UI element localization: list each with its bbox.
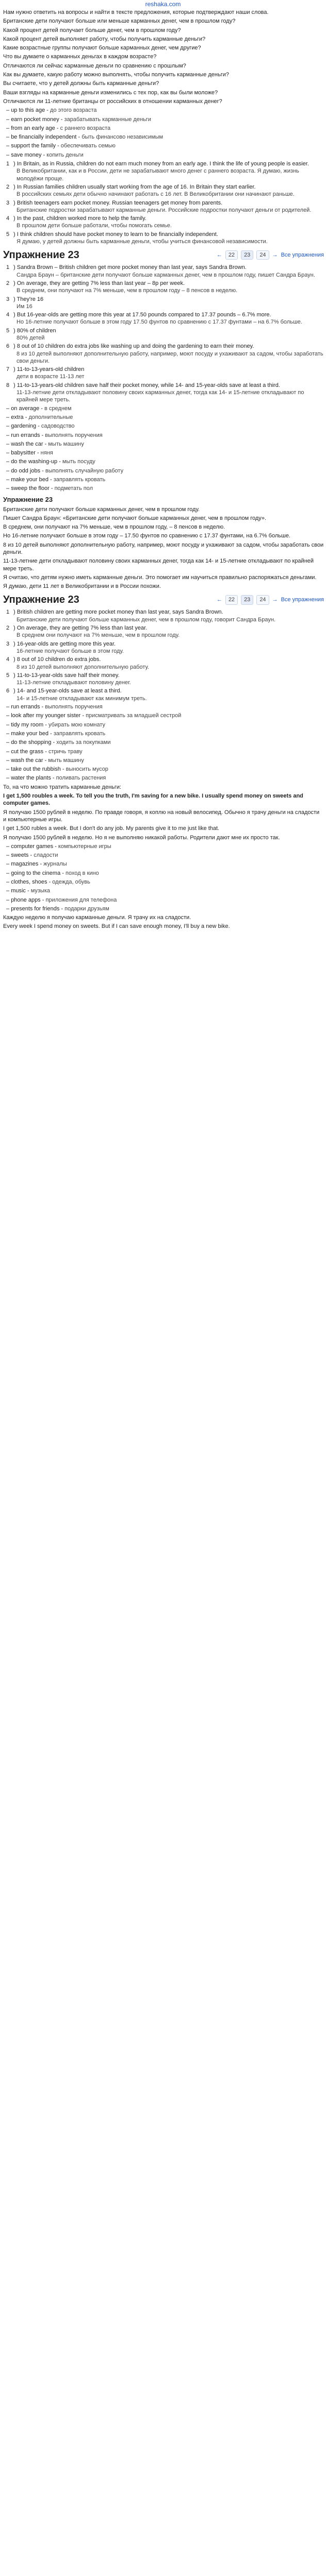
vocab-item: – support the family - обеспечивать семью bbox=[6, 143, 116, 149]
spend-item: – computer games - компьютерные игры bbox=[6, 843, 111, 850]
intro-q11: Отличаются ли 11-летние британцы от российских в отношении карманных денег? bbox=[3, 98, 222, 105]
intro-q7: Отличаются ли сейчас карманные деньги по сравнению с прошлым? bbox=[3, 62, 186, 69]
vocab-item: – make your bed - заправлять кровать bbox=[6, 730, 106, 737]
answer-item: 3 ) They're 16 Им 16 bbox=[6, 296, 44, 310]
vocab-item: – look after my younger sister - присматривать за младшей сестрой bbox=[6, 713, 182, 719]
intro-q1: Нам нужно ответить на вопросы и найти в тексте предложения, которые подтверждают наши слова. bbox=[3, 9, 269, 15]
summary-p8: Я думаю, дети 11 лет в Великобритании и в России похожи. bbox=[3, 583, 161, 590]
vocab-list-3 bbox=[3, 703, 324, 782]
final-p2: Every week I spend money on sweets. But if I can save enough money, I'll buy a new bike. bbox=[3, 923, 230, 930]
next-arrow-icon[interactable]: → bbox=[272, 597, 278, 603]
intro-q8: Как вы думаете, какую работу можно выполнять, чтобы получить карманные деньги? bbox=[3, 72, 229, 78]
page-link[interactable]: 22 bbox=[225, 250, 238, 260]
spend-item: – sweets - сладости bbox=[6, 852, 58, 859]
vocab-list-1 bbox=[3, 107, 324, 159]
spend-item: – phone apps - приложения для телефона bbox=[6, 896, 117, 903]
vocab-item: – wash the car - мыть машину bbox=[6, 757, 84, 764]
vocab-item: – wash the car - мыть машину bbox=[6, 440, 84, 447]
summary-p4: Но 16-летние получают больше в этом году – 17.50 фунтов по сравнению с 17.37 фунтами, на 6.7% больше. bbox=[3, 533, 290, 539]
summary-p6: 11-13-летние дети откладывают половину своих карманных денег, тогда как 14- и 15-летние откладывают по крайней мере треть. bbox=[3, 558, 314, 572]
exercise-title: Упражнение 23 bbox=[3, 594, 79, 606]
summary-p5: 8 из 10 детей выполняют дополнительную работу, например, моют посуду и ухаживают за садом, чтобы заработать свои деньги. bbox=[3, 541, 324, 555]
page-link-current[interactable]: 23 bbox=[241, 250, 253, 260]
all-exercises-link[interactable]: Все упражнения bbox=[281, 252, 324, 259]
intro-q3: Какой процент детей получает больше денег, чем в прошлом году? bbox=[3, 27, 181, 33]
summary-title: Упражнение 23 bbox=[3, 495, 53, 503]
vocab-item: – make your bed - заправлять кровать bbox=[6, 477, 106, 483]
site-header[interactable]: reshaka.com bbox=[145, 1, 181, 8]
all-exercises-link[interactable]: Все упражнения bbox=[281, 597, 324, 603]
vocab-item: – do odd jobs - выполнять случайную работу bbox=[6, 467, 124, 474]
answer-item: 6 ) 8 out of 10 children do extra jobs like washing up and doing the gardening to earn their money. 8 из 10 детей выполняют дополнительную работу, например, моют посуду и ухаживают за садом, чтобы заработать свои деньги. bbox=[6, 343, 323, 364]
closing-p4: I get 1,500 rubles a week. But I don't do any job. My parents give it to me just like that. bbox=[3, 825, 220, 832]
page-link[interactable]: 24 bbox=[256, 595, 269, 604]
vocab-item: – do the shopping - ходить за покупками bbox=[6, 739, 111, 746]
intro-q9: Вы считаете, что у детей должны быть карманные деньги? bbox=[3, 80, 159, 87]
answer-item: 1 ) In Britain, as in Russia, children do not earn much money from an early age. I think the life of young people is easier. В Великобритании, как и в России, дети не зарабатывают много денег с раннего возраста. Я думаю, жизнь молодёжи проще. bbox=[6, 161, 309, 182]
answer-item: 6 ) 14- and 15-year-olds save at least a third. 14- и 15-летние откладывают как минимум треть. bbox=[6, 688, 147, 702]
answer-item: 2 ) On average, they are getting 7% less than last year. В среднем они получают на 7% меньше, чем в прошлом году. bbox=[6, 625, 180, 639]
page-link-current[interactable]: 23 bbox=[241, 595, 253, 604]
exercise-pager bbox=[217, 250, 324, 260]
ex23-list-b bbox=[3, 608, 324, 702]
intro-q10: Ваши взгляды на карманные деньги изменились с тех пор, как вы были моложе? bbox=[3, 89, 218, 96]
vocab-item: – run errands - выполнять поручения bbox=[6, 432, 103, 438]
spend-list bbox=[3, 843, 324, 912]
answer-item: 5 ) I think children should have pocket money to learn to be financially independent. Я думаю, у детей должны быть карманные деньги, чтобы учиться финансовой независимости. bbox=[6, 231, 268, 245]
answer-item: 5 ) 80% of children 80% детей bbox=[6, 327, 56, 341]
vocab-item: – tidy my room - убирать мою комнату bbox=[6, 721, 106, 728]
intro-q6: Что вы думаете о карманных деньгах в каждом возрасте? bbox=[3, 54, 157, 60]
next-arrow-icon[interactable]: → bbox=[272, 252, 278, 259]
spend-item: – presents for friends - подарки друзьям bbox=[6, 905, 109, 912]
spend-item: – music - музыка bbox=[6, 888, 51, 894]
answer-item: 2 ) In Russian families children usually start working from the age of 16. In Britain they start earlier. В российских семьях дети обычно начинают работать с 16 лет. В Великобритании они начинают раньше. bbox=[6, 183, 295, 198]
vocab-item: – up to this age - до этого возраста bbox=[6, 107, 97, 114]
content bbox=[0, 8, 326, 930]
exercise-title: Упражнение 23 bbox=[3, 249, 79, 261]
vocab-item: – cut the grass - стричь траву bbox=[6, 748, 83, 755]
summary-p7: Я считаю, что детям нужно иметь карманные деньги. Это помогает им научиться правильно распоряжаться деньгами. bbox=[3, 574, 317, 581]
final-p1: Каждую неделю я получаю карманные деньги. Я трачу их на сладости. bbox=[3, 914, 191, 921]
page-link[interactable]: 24 bbox=[256, 250, 269, 260]
answer-item: 4 ) But 16-year-olds are getting more this year at 17.50 pounds compared to 17.37 pounds – 6.7% more. Но 16-летние получают больше в этом году 17.50 фунтов по сравнению с 17.37 фунтами – на 6.7% больше. bbox=[6, 312, 302, 326]
summary-p2: Пишет Сандра Браун: «Британские дети получают больше карманных денег, чем в прошлом году». bbox=[3, 515, 267, 521]
prev-arrow-icon[interactable]: ← bbox=[216, 597, 222, 603]
exercise-header-2 bbox=[3, 593, 324, 606]
vocab-item: – sweep the floor - подметать пол bbox=[6, 485, 93, 492]
answer-item: 5 ) 11-to-13-year-olds save half their money. 11-13-летние откладывают половину денег. bbox=[6, 672, 131, 686]
prev-arrow-icon[interactable]: ← bbox=[216, 252, 222, 259]
answer-item: 3 ) 16-year-olds are getting more this year. 16-летние получают больше в этом году. bbox=[6, 640, 124, 654]
closing-p1: То, на что можно тратить карманные деньги: bbox=[3, 784, 122, 790]
vocab-item: – take out the rubbish - выносить мусор bbox=[6, 766, 108, 773]
intro-q5: Какие возрастные группы получают больше карманных денег, чем другие? bbox=[3, 45, 201, 52]
vocab-item: – babysitter - няня bbox=[6, 450, 53, 456]
vocab-item: – from an early age - с раннего возраста bbox=[6, 125, 111, 131]
vocab-item: – do the washing-up - мыть посуду bbox=[6, 459, 95, 465]
exercise-header bbox=[3, 248, 324, 262]
summary-p1: Британские дети получают больше карманных денег, чем в прошлом году. bbox=[3, 506, 200, 513]
answer-item: 1 ) British children are getting more pocket money than last year, says Sandra Brown. Британские дети получают больше карманных денег, чем в прошлом году, говорит Сандра Браун. bbox=[6, 609, 275, 623]
page-link[interactable]: 22 bbox=[225, 595, 238, 604]
answer-item: 3 ) British teenagers earn pocket money. Russian teenagers get money from parents. Британские подростки зарабатывают карманные деньги. Российские подростки получают деньги от родителей. bbox=[6, 199, 312, 213]
answer-item: 8 ) 11-to-13-years-old children save half their pocket money, while 14- and 15-year-olds save at least a third. 11-13-летние дети откладывают половину своих карманных денег, тогда как 14- и 15-летние откладывают по крайней мере треть. bbox=[6, 382, 304, 403]
vocab-item: – on average - в среднем bbox=[6, 405, 72, 412]
spend-item: – going to the cinema - поход в кино bbox=[6, 870, 99, 876]
vocab-item: – save money - копить деньги bbox=[6, 151, 84, 158]
answer-item: 7 ) 11-to-13-years-old children дети в возрасте 11-13 лет bbox=[6, 366, 85, 380]
answer-item: 1 ) Sandra Brown – British children get more pocket money than last year, says Sandra Brown. Сандра Браун – британские дети получают больше карманных денег, чем в прошлом году, пишет Сандра Браун. bbox=[6, 264, 315, 278]
exercise-pager bbox=[217, 595, 324, 604]
vocab-item: – gardening - садоводство bbox=[6, 423, 75, 430]
intro-q4: Какой процент детей выполняет работу, чтобы получить карманные деньги? bbox=[3, 36, 206, 42]
answer-item: 4 ) 8 out of 10 children do extra jobs. 8 из 10 детей выполняют дополнительную работу. bbox=[6, 656, 149, 670]
vocab-item: – earn pocket money - зарабатывать карманные деньги bbox=[6, 116, 151, 123]
answer-item: 4 ) In the past, children worked more to help the family. В прошлом дети больше работали, чтобы помогать семье. bbox=[6, 215, 172, 229]
vocab-list-2 bbox=[3, 405, 324, 493]
spend-item: – magazines - журналы bbox=[6, 861, 67, 868]
summary-p3: В среднем, они получают на 7% меньше, чем в прошлом году, – 8 пенсов в неделю. bbox=[3, 524, 225, 531]
vocab-item: – extra - дополнительные bbox=[6, 414, 73, 420]
spend-item: – clothes, shoes - одежда, обувь bbox=[6, 878, 90, 885]
closing-p5: Я получаю 1500 рублей в неделю. Но я не выполняю никакой работы. Родители дают мне их просто так. bbox=[3, 834, 280, 841]
intro-q2: Британские дети получают больше или меньше карманных денег, чем в прошлом году? bbox=[3, 18, 236, 25]
closing-p3: Я получаю 1500 рублей в неделю. По правде говоря, я коплю на новый велосипед. Обычно я трачу деньги на сладости и компьютерные игры. bbox=[3, 809, 320, 823]
vocab-item: – run errands - выполнять поручения bbox=[6, 704, 103, 710]
ex23-list-a bbox=[3, 264, 324, 403]
closing-p2: I get 1,500 roubles a week. To tell you the truth, I'm saving for a new bike. I usually spend money on sweets and computer games. bbox=[3, 793, 303, 807]
answers-list-1 bbox=[3, 160, 324, 245]
vocab-item: – be financially independent - быть финансово независимым bbox=[6, 134, 164, 141]
vocab-item: – water the plants - поливать растения bbox=[6, 775, 106, 782]
answer-item: 2 ) On average, they are getting 7% less than last year – 8p per week. В среднем, они получают на 7% меньше, чем в прошлом году – 8 пенсов в неделю. bbox=[6, 280, 238, 294]
